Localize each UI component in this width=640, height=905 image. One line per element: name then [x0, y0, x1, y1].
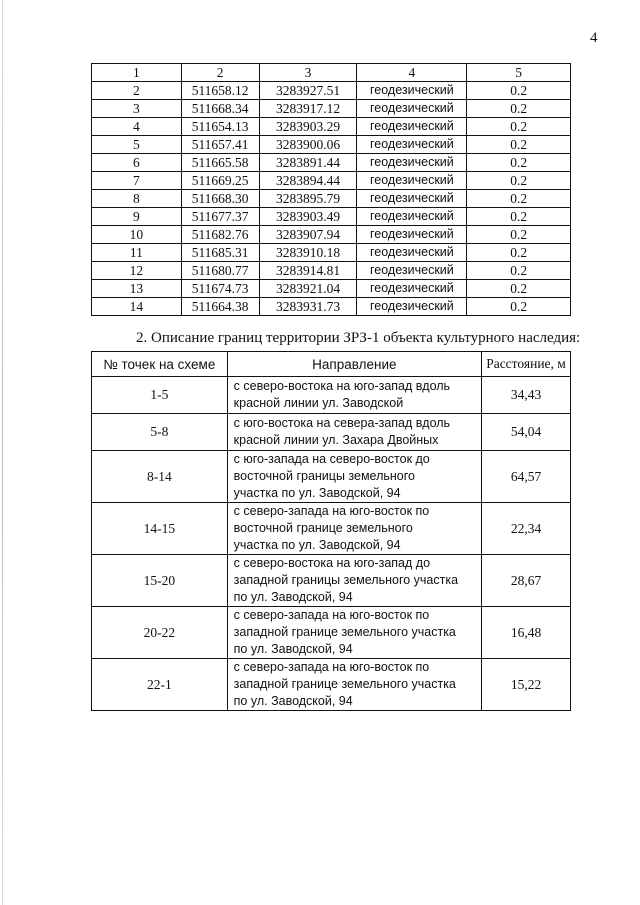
- table-cell: 511685.31: [181, 244, 259, 262]
- direction-line: по ул. Заводской, 94: [233, 694, 353, 708]
- header-cell: 2: [181, 64, 259, 82]
- table-cell: геодезический: [357, 100, 467, 118]
- direction-line: участка по ул. Заводской, 94: [233, 538, 401, 552]
- table-row: [92, 555, 571, 607]
- table-cell: геодезический: [357, 298, 467, 316]
- table-cell: 511677.37: [181, 208, 259, 226]
- distance-cell: 22,34: [482, 503, 571, 555]
- direction-line: западной границе земельного участка: [233, 625, 456, 639]
- table-row: [92, 244, 571, 262]
- table-cell: 511668.34: [181, 100, 259, 118]
- table-row: [92, 226, 571, 244]
- table-cell: 511665.58: [181, 154, 259, 172]
- table-cell: 9: [92, 208, 182, 226]
- page-number: 4: [590, 30, 598, 46]
- points-cell: 22-1: [92, 659, 228, 711]
- header-cell: 1: [92, 64, 182, 82]
- table-cell: 0.2: [467, 136, 571, 154]
- section-title: 2. Описание границ территории ЗРЗ-1 объекта культурного наследия:: [136, 330, 581, 346]
- direction-line: с северо-запада на юго-восток по: [233, 504, 430, 518]
- table-row: [92, 280, 571, 298]
- direction-line: восточной границе земельного: [233, 521, 413, 535]
- table-cell: 511668.30: [181, 190, 259, 208]
- direction-line: западной границе земельного участка: [233, 677, 456, 691]
- direction-line: красной линии ул. Заводской: [233, 396, 404, 410]
- header-cell: 5: [467, 64, 571, 82]
- table-cell: 3283921.04: [259, 280, 357, 298]
- direction-line: участка по ул. Заводской, 94: [233, 486, 401, 500]
- table-row: [92, 377, 571, 414]
- table-cell: 3283903.49: [259, 208, 357, 226]
- table-cell: 3283907.94: [259, 226, 357, 244]
- header-cell: 4: [357, 64, 467, 82]
- direction-line: западной границы земельного участка: [233, 573, 459, 587]
- direction-cell: [227, 555, 481, 607]
- header-direction: Направление: [227, 352, 481, 377]
- points-cell: 14-15: [92, 503, 228, 555]
- direction-line: по ул. Заводской, 94: [233, 642, 353, 656]
- table-row: [92, 136, 571, 154]
- table-cell: 0.2: [467, 154, 571, 172]
- table-cell: геодезический: [357, 244, 467, 262]
- direction-line: с юго-запада на северо-восток до: [233, 452, 430, 466]
- table-row: [92, 154, 571, 172]
- direction-cell: [227, 503, 481, 555]
- points-cell: 8-14: [92, 451, 228, 503]
- boundaries-table: [91, 351, 571, 711]
- header-distance: Расстояние, м: [482, 352, 571, 377]
- table-cell: геодезический: [357, 226, 467, 244]
- direction-line: с северо-востока на юго-запад до: [233, 556, 431, 570]
- table-cell: 0.2: [467, 280, 571, 298]
- scan-edge-line: [2, 0, 3, 905]
- table-cell: геодезический: [357, 136, 467, 154]
- direction-line: по ул. Заводской, 94: [233, 590, 353, 604]
- table-cell: 6: [92, 154, 182, 172]
- table-row: [92, 172, 571, 190]
- coordinates-table-body: [92, 64, 571, 316]
- table-cell: 0.2: [467, 172, 571, 190]
- table-cell: геодезический: [357, 154, 467, 172]
- table-row: [92, 659, 571, 711]
- table-cell: 14: [92, 298, 182, 316]
- table-cell: геодезический: [357, 190, 467, 208]
- table-row: [92, 298, 571, 316]
- table-row: [92, 82, 571, 100]
- table-cell: 10: [92, 226, 182, 244]
- coordinates-table: [91, 63, 571, 316]
- table-cell: 511669.25: [181, 172, 259, 190]
- table-cell: 13: [92, 280, 182, 298]
- table-row: [92, 262, 571, 280]
- table-cell: геодезический: [357, 280, 467, 298]
- coordinates-header-row: [92, 64, 571, 82]
- boundaries-header-row: [92, 352, 571, 377]
- table-cell: 0.2: [467, 226, 571, 244]
- table-cell: геодезический: [357, 118, 467, 136]
- table-cell: 3283914.81: [259, 262, 357, 280]
- table-cell: 3283891.44: [259, 154, 357, 172]
- table-row: [92, 100, 571, 118]
- direction-cell: [227, 414, 481, 451]
- table-cell: 3283927.51: [259, 82, 357, 100]
- table-cell: 3283894.44: [259, 172, 357, 190]
- table-cell: 511657.41: [181, 136, 259, 154]
- distance-cell: 15,22: [482, 659, 571, 711]
- distance-cell: 34,43: [482, 377, 571, 414]
- points-cell: 5-8: [92, 414, 228, 451]
- table-cell: 3283910.18: [259, 244, 357, 262]
- table-row: [92, 607, 571, 659]
- table-row: [92, 190, 571, 208]
- table-row: [92, 451, 571, 503]
- table-cell: 0.2: [467, 262, 571, 280]
- table-cell: 3283900.06: [259, 136, 357, 154]
- direction-line: с северо-запада на юго-восток по: [233, 660, 430, 674]
- table-cell: 3283903.29: [259, 118, 357, 136]
- table-row: [92, 208, 571, 226]
- table-cell: 511664.38: [181, 298, 259, 316]
- table-cell: 11: [92, 244, 182, 262]
- table-cell: 0.2: [467, 208, 571, 226]
- boundaries-table-body: [92, 377, 571, 711]
- table-cell: 0.2: [467, 118, 571, 136]
- direction-cell: [227, 377, 481, 414]
- table-cell: 2: [92, 82, 182, 100]
- direction-line: с юго-востока на севера-запад вдоль: [233, 416, 451, 430]
- distance-cell: 54,04: [482, 414, 571, 451]
- table-cell: 0.2: [467, 82, 571, 100]
- table-row: [92, 118, 571, 136]
- header-cell: 3: [259, 64, 357, 82]
- table-cell: 3283917.12: [259, 100, 357, 118]
- direction-cell: [227, 607, 481, 659]
- table-cell: 5: [92, 136, 182, 154]
- table-cell: геодезический: [357, 82, 467, 100]
- table-cell: 0.2: [467, 244, 571, 262]
- table-cell: 511680.77: [181, 262, 259, 280]
- direction-line: восточной границы земельного: [233, 469, 415, 483]
- table-cell: 8: [92, 190, 182, 208]
- table-cell: геодезический: [357, 172, 467, 190]
- table-cell: 7: [92, 172, 182, 190]
- points-cell: 15-20: [92, 555, 228, 607]
- direction-cell: [227, 451, 481, 503]
- header-points: № точек на схеме: [92, 352, 228, 377]
- direction-line: с северо-востока на юго-запад вдоль: [233, 379, 451, 393]
- table-cell: геодезический: [357, 262, 467, 280]
- table-row: [92, 503, 571, 555]
- distance-cell: 28,67: [482, 555, 571, 607]
- direction-line: с северо-запада на юго-восток по: [233, 608, 430, 622]
- distance-cell: 16,48: [482, 607, 571, 659]
- points-cell: 20-22: [92, 607, 228, 659]
- table-row: [92, 414, 571, 451]
- direction-line: красной линии ул. Захара Двойных: [233, 433, 439, 447]
- table-cell: 511682.76: [181, 226, 259, 244]
- direction-cell: [227, 659, 481, 711]
- table-cell: 3283931.73: [259, 298, 357, 316]
- points-cell: 1-5: [92, 377, 228, 414]
- table-cell: 511674.73: [181, 280, 259, 298]
- table-cell: 4: [92, 118, 182, 136]
- table-cell: геодезический: [357, 208, 467, 226]
- table-cell: 3: [92, 100, 182, 118]
- table-cell: 0.2: [467, 100, 571, 118]
- table-cell: 3283895.79: [259, 190, 357, 208]
- table-cell: 0.2: [467, 190, 571, 208]
- table-cell: 511654.13: [181, 118, 259, 136]
- table-cell: 0.2: [467, 298, 571, 316]
- table-cell: 12: [92, 262, 182, 280]
- distance-cell: 64,57: [482, 451, 571, 503]
- table-cell: 511658.12: [181, 82, 259, 100]
